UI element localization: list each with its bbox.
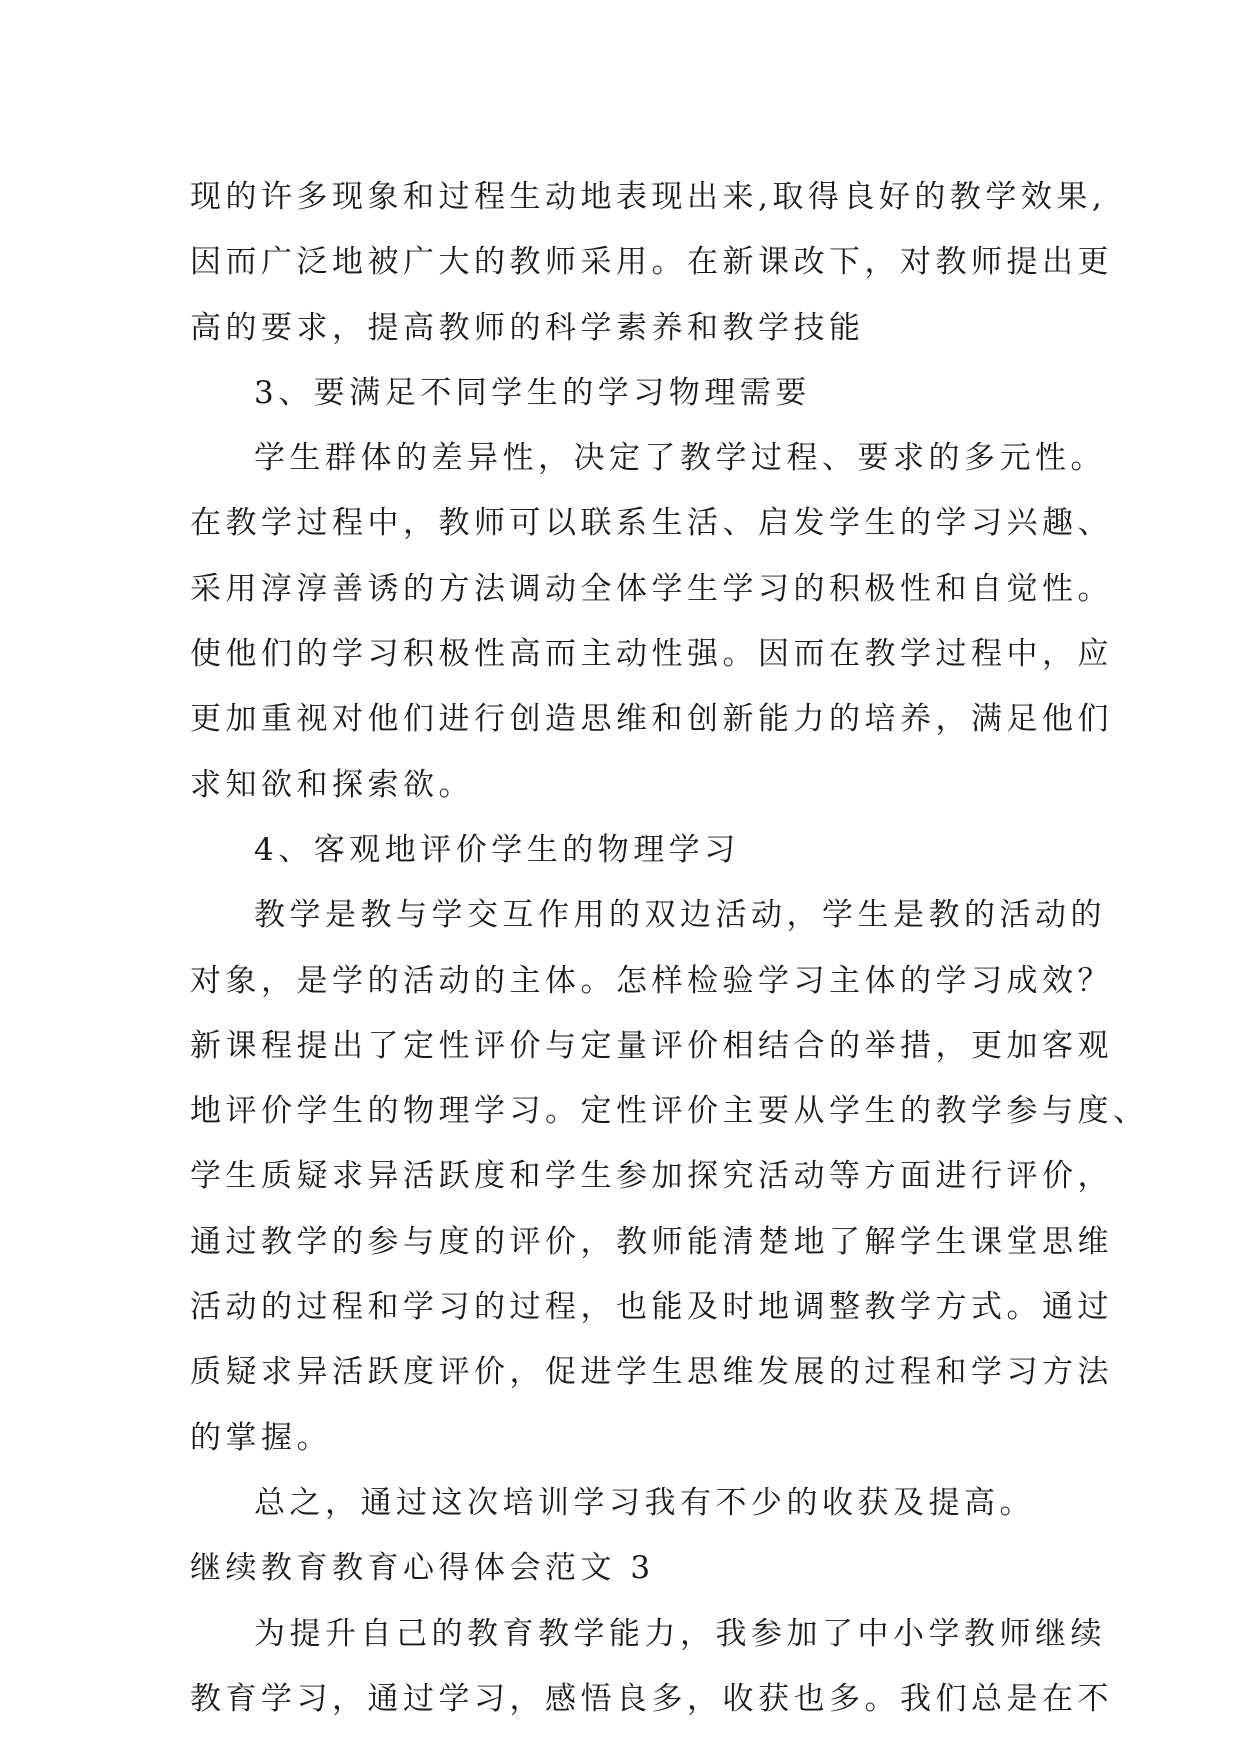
text-line: 因而广泛地被广大的教师采用。在新课改下，对教师提出更 <box>190 244 1113 281</box>
text-line: 高的要求，提高教师的科学素养和教学技能 <box>190 309 865 346</box>
document-body <box>190 165 1149 1732</box>
text-line: 总之，通过这次培训学习我有不少的收获及提高。 <box>254 1484 1035 1521</box>
text-line: 现的许多现象和过程生动地表现出来,取得良好的教学效果, <box>190 179 1107 215</box>
text-line: 更加重视对他们进行创造思维和创新能力的培养，满足他们 <box>190 701 1113 738</box>
text-line: 为提升自己的教育教学能力，我参加了中小学教师继续 <box>254 1615 1106 1652</box>
text-line: 的掌握。 <box>190 1419 332 1456</box>
text-line: 求知欲和探索欲。 <box>190 766 474 803</box>
text-line: 活动的过程和学习的过程，也能及时地调整教学方式。通过 <box>190 1289 1113 1326</box>
text-line: 采用淳淳善诱的方法调动全体学生学习的积极性和自觉性。 <box>190 570 1113 607</box>
section-heading: 4、客观地评价学生的物理学习 <box>254 831 740 868</box>
text-line: 新课程提出了定性评价与定量评价相结合的举措，更加客观 <box>190 1027 1113 1064</box>
text-line: 教育学习，通过学习，感悟良多，收获也多。我们总是在不 <box>190 1680 1113 1717</box>
text-line: 对象，是学的活动的主体。怎样检验学习主体的学习成效？ <box>190 962 1113 999</box>
article-title: 继续教育教育心得体会范文 3 <box>190 1550 655 1587</box>
text-line: 教学是教与学交互作用的双边活动，学生是教的活动的 <box>254 897 1106 934</box>
section-heading: 3、要满足不同学生的学习物理需要 <box>254 374 811 411</box>
text-line: 在教学过程中，教师可以联系生活、启发学生的学习兴趣、 <box>190 505 1113 542</box>
text-line: 地评价学生的物理学习。定性评价主要从学生的教学参与度、 <box>190 1093 1149 1130</box>
text-line: 学生质疑求异活跃度和学生参加探究活动等方面进行评价， <box>190 1158 1113 1195</box>
text-line: 使他们的学习积极性高而主动性强。因而在教学过程中，应 <box>190 636 1113 673</box>
text-line: 学生群体的差异性，决定了教学过程、要求的多元性。 <box>254 440 1106 477</box>
text-line: 通过教学的参与度的评价，教师能清楚地了解学生课堂思维 <box>190 1223 1113 1260</box>
text-line: 质疑求异活跃度评价，促进学生思维发展的过程和学习方法 <box>190 1354 1113 1391</box>
